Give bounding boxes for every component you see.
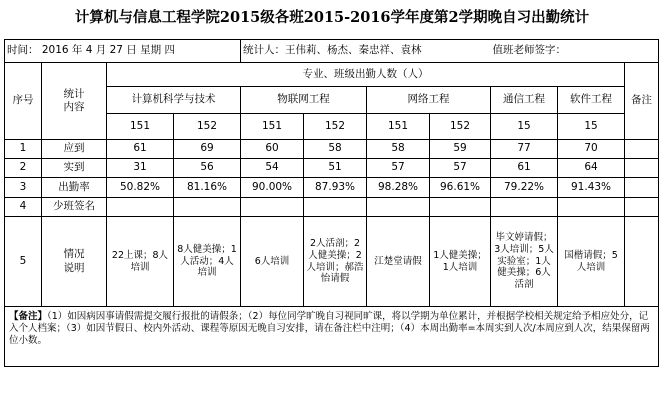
header-row-group — [5, 63, 659, 87]
value-cell: 60 — [241, 140, 304, 159]
row-label: 少班签名 — [42, 198, 107, 217]
row-label — [42, 217, 107, 307]
row-label: 实到 — [42, 159, 107, 178]
date-cell: 时间： 2016 年 4 月 27 日 星期 四 — [5, 40, 241, 63]
page-title: 计算机与信息工程学院2015级各班2015-2016学年度第2学期晚自习出勤统计 — [74, 9, 590, 26]
remarks-header: 备注 — [625, 63, 659, 140]
stat-content-header — [42, 63, 107, 140]
major-computer-science: 计算机科学与技术 — [107, 87, 241, 114]
signature-cell — [430, 198, 491, 217]
class-cell: 15 — [491, 114, 558, 140]
remarks-cell — [625, 178, 659, 198]
major-iot: 物联网工程 — [241, 87, 367, 114]
signature-cell — [304, 198, 367, 217]
remarks-cell — [625, 159, 659, 178]
signature-cell — [558, 198, 625, 217]
row-label: 应到 — [42, 140, 107, 159]
situation-cell: 毕文婷请假；3人培训；5人实验室；1人健美操；6人活剖 — [491, 217, 558, 307]
situation-cell: 6人培训 — [241, 217, 304, 307]
value-cell: 87.93% — [304, 178, 367, 198]
value-cell: 64 — [558, 159, 625, 178]
class-cell: 152 — [304, 114, 367, 140]
situation-label-line2: 说明 — [63, 261, 85, 274]
value-cell: 51 — [304, 159, 367, 178]
class-cell: 152 — [430, 114, 491, 140]
row-number: 3 — [5, 178, 42, 198]
value-cell: 79.22% — [491, 178, 558, 198]
value-cell: 69 — [174, 140, 241, 159]
value-cell: 77 — [491, 140, 558, 159]
row-number: 5 — [5, 217, 42, 307]
value-cell: 61 — [107, 140, 174, 159]
value-cell: 70 — [558, 140, 625, 159]
row-number: 1 — [5, 140, 42, 159]
value-cell: 54 — [241, 159, 304, 178]
notes-label: 【备注】 — [9, 311, 48, 322]
counters-cell: 统计人：王伟莉、杨杰、秦忠祥、袁林 — [241, 40, 491, 63]
remarks-cell — [625, 198, 659, 217]
value-cell: 57 — [367, 159, 430, 178]
stat-content-line2: 内容 — [63, 101, 85, 113]
major-software: 软件工程 — [558, 87, 625, 114]
signature-cell — [491, 198, 558, 217]
value-cell: 50.82% — [107, 178, 174, 198]
value-cell: 58 — [367, 140, 430, 159]
attendance-group-header: 专业、班级出勤人数（人） — [107, 63, 625, 87]
table-row — [5, 159, 659, 178]
class-cell: 151 — [107, 114, 174, 140]
situation-cell: 1人健美操；1人培训 — [430, 217, 491, 307]
value-cell: 56 — [174, 159, 241, 178]
stat-content-line1: 统计 — [63, 87, 85, 100]
remarks-cell — [625, 140, 659, 159]
value-cell: 98.28% — [367, 178, 430, 198]
signature-cell — [174, 198, 241, 217]
class-cell: 151 — [241, 114, 304, 140]
value-cell: 59 — [430, 140, 491, 159]
value-cell: 91.43% — [558, 178, 625, 198]
table-row — [5, 140, 659, 159]
value-cell: 96.61% — [430, 178, 491, 198]
situation-cell: 22上课；8人培训 — [107, 217, 174, 307]
situation-cell: 国楷请假；5人培训 — [558, 217, 625, 307]
notes-cell — [5, 307, 659, 367]
class-cell: 152 — [174, 114, 241, 140]
table-row — [5, 217, 659, 307]
situation-cell: 2人活剖；2人健美操；2人培训；郝浩怡请假 — [304, 217, 367, 307]
major-communication: 通信工程 — [491, 87, 558, 114]
value-cell: 90.00% — [241, 178, 304, 198]
situation-cell: 江楚堂请假 — [367, 217, 430, 307]
duty-teacher-signature: 值班老师签字： — [491, 40, 659, 63]
attendance-table — [4, 39, 659, 367]
table-row — [5, 198, 659, 217]
table-row — [5, 178, 659, 198]
value-cell: 57 — [430, 159, 491, 178]
value-cell: 31 — [107, 159, 174, 178]
seq-header: 序号 — [5, 63, 42, 140]
situation-label-line1: 情况 — [63, 248, 85, 261]
notes-text: （1）如因病因事请假需提交履行报批的请假条；（2）每位同学旷晚自习视同旷课，将以学期为单位累计，并根据学校相关规定给予相应处分，记入个人档案；（3）如因节假日、校内外活动、课程等原因无晚自习安排，请在备注栏中注明；（4）本周出勤率=本周实到人次/本周应到人次，结果保留两位小数。 — [9, 311, 650, 346]
row-label: 出勤率 — [42, 178, 107, 198]
info-row — [5, 40, 659, 63]
notes-row — [5, 307, 659, 367]
signature-cell — [107, 198, 174, 217]
row-number: 2 — [5, 159, 42, 178]
remarks-cell — [625, 217, 659, 307]
value-cell: 61 — [491, 159, 558, 178]
situation-cell: 8人健美操；1人活动；4人培训 — [174, 217, 241, 307]
signature-cell — [241, 198, 304, 217]
value-cell: 81.16% — [174, 178, 241, 198]
class-cell: 15 — [558, 114, 625, 140]
value-cell: 58 — [304, 140, 367, 159]
signature-cell — [367, 198, 430, 217]
row-number: 4 — [5, 198, 42, 217]
class-cell: 151 — [367, 114, 430, 140]
major-network: 网络工程 — [367, 87, 491, 114]
